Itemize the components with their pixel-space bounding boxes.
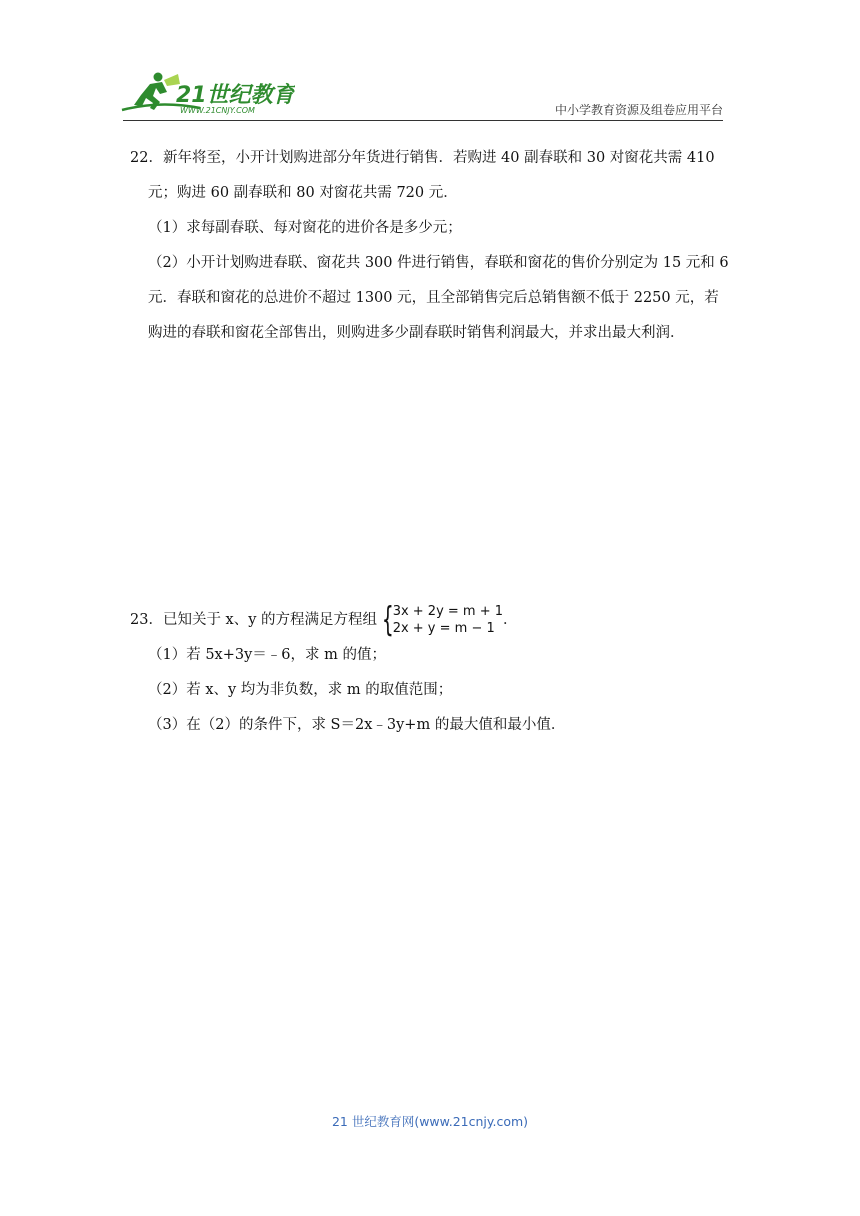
page-header xyxy=(0,0,860,130)
header-tagline: 中小学教育资源及组卷应用平台 xyxy=(554,103,723,117)
q22-stem-line1: 22．新年将至，小开计划购进部分年货进行销售．若购进 40 副春联和 30 对窗花共需 410 xyxy=(130,150,715,166)
q22-part2-line3: 购进的春联和窗花全部售出，则购进多少副春联时销售利润最大，并求出最大利润． xyxy=(148,325,685,341)
header-divider xyxy=(123,120,723,121)
equation-1: 3x + 2y = m + 1 xyxy=(392,604,504,619)
logo-url: WWW.21CNJY.COM xyxy=(180,106,255,115)
question-22 xyxy=(130,141,730,351)
q22-part2-line1: （2）小开计划购进春联、窗花共 300 件进行销售，春联和窗花的售价分别定为 15 元和 6 xyxy=(148,255,729,271)
q22-stem-line2: 元；购进 60 副春联和 80 对窗花共需 720 元． xyxy=(148,185,458,201)
site-logo[interactable] xyxy=(120,70,295,116)
q23-part1: （1）若 5x+3y＝﹣6，求 m 的值； xyxy=(148,647,386,663)
q23-stem-suffix: ． xyxy=(503,612,518,628)
q22-part2-line2: 元．春联和窗花的总进价不超过 1300 元，且全部销售完后总销售额不低于 2250 元，若 xyxy=(148,290,719,306)
equation-2: 2x + y = m − 1 xyxy=(392,621,495,636)
logo-wordmark: 21世纪教育 xyxy=(176,83,295,108)
left-brace-icon: { xyxy=(381,600,394,640)
q23-part2: （2）若 x、y 均为非负数，求 m 的取值范围； xyxy=(148,682,453,698)
runner-logo-icon xyxy=(120,70,295,116)
q23-stem-prefix: 23．已知关于 x、y 的方程满足方程组 xyxy=(130,612,378,628)
q22-part1: （1）求每副春联、每对窗花的进价各是多少元； xyxy=(148,220,462,236)
page-footer[interactable]: 21 世纪教育网(www.21cnjy.com) xyxy=(331,1114,529,1129)
equation-system xyxy=(377,600,504,640)
q23-part3: （3）在（2）的条件下，求 S＝2x﹣3y+m 的最大值和最小值． xyxy=(148,717,566,733)
q23-stem xyxy=(130,600,730,640)
question-23 xyxy=(130,600,730,743)
